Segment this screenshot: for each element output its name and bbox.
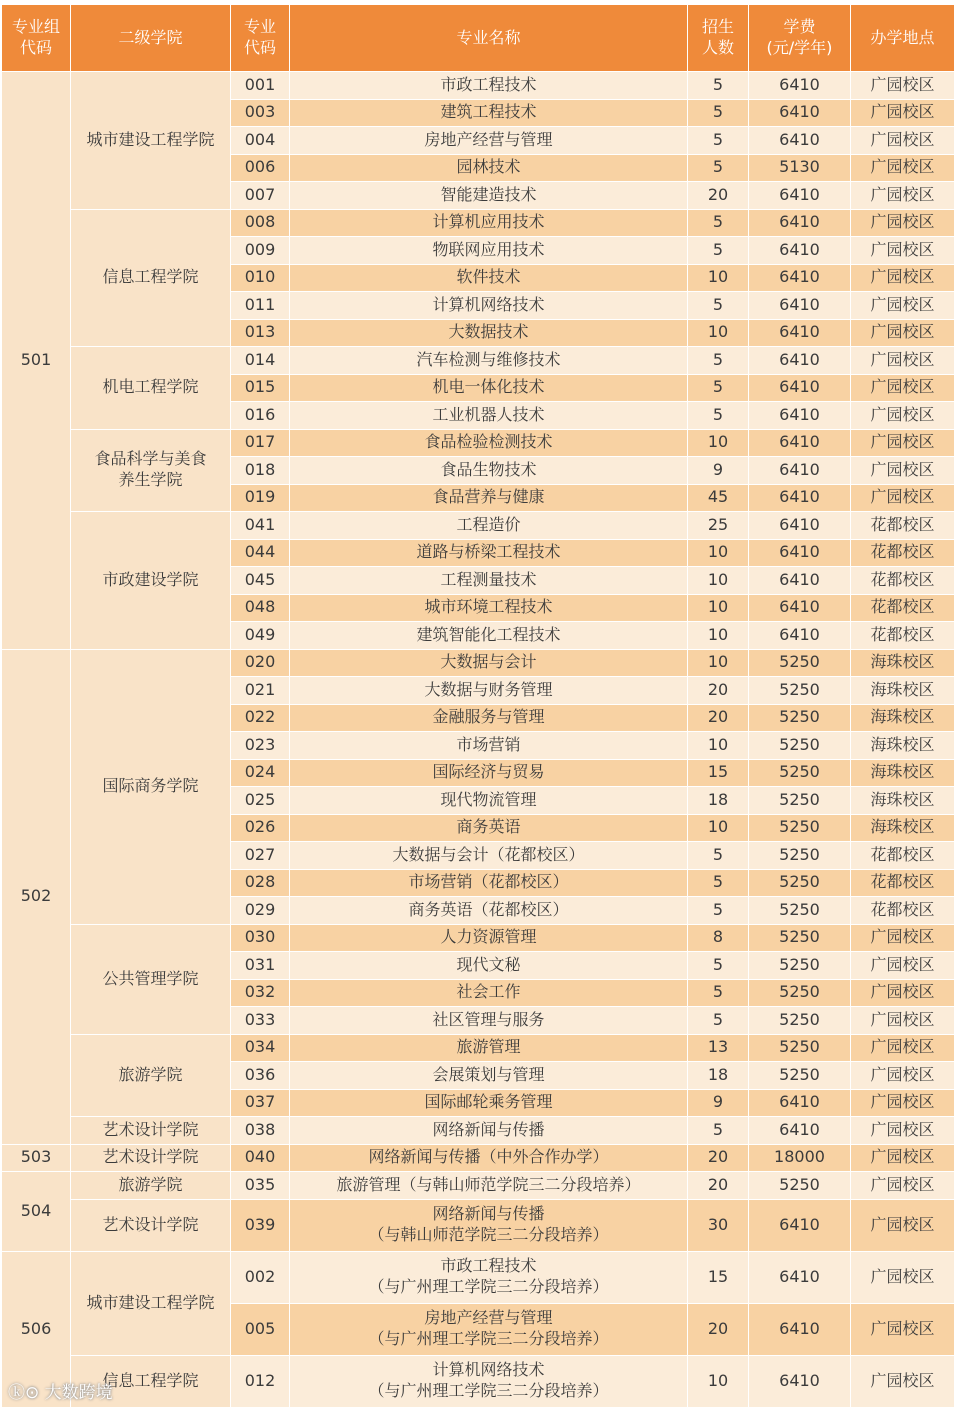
major-code-cell: 024 xyxy=(231,759,290,787)
major-code-cell: 044 xyxy=(231,539,290,567)
major-name-cell: 智能建造技术 xyxy=(290,182,688,210)
major-name-cell: 社区管理与服务 xyxy=(290,1007,688,1035)
major-code-cell: 049 xyxy=(231,622,290,650)
table-row xyxy=(2,1144,955,1172)
header-enrollment: 招生 人数 xyxy=(688,5,749,72)
major-name-cell: 建筑智能化工程技术 xyxy=(290,622,688,650)
tuition-cell: 6410 xyxy=(749,1199,851,1251)
enrollment-cell: 20 xyxy=(688,677,749,705)
tuition-cell: 6410 xyxy=(749,292,851,320)
tuition-cell: 6410 xyxy=(749,594,851,622)
major-name-cell: 工业机器人技术 xyxy=(290,402,688,430)
tuition-cell: 5250 xyxy=(749,787,851,815)
campus-cell: 广园校区 xyxy=(851,72,955,100)
campus-cell: 花都校区 xyxy=(851,897,955,925)
campus-cell: 花都校区 xyxy=(851,567,955,595)
major-name-cell: 金融服务与管理 xyxy=(290,704,688,732)
campus-cell: 海珠校区 xyxy=(851,649,955,677)
major-name-cell: 食品营养与健康 xyxy=(290,484,688,512)
tuition-cell: 5250 xyxy=(749,869,851,897)
enrollment-cell: 5 xyxy=(688,72,749,100)
tuition-cell: 6410 xyxy=(749,319,851,347)
tuition-cell: 6410 xyxy=(749,567,851,595)
enrollment-cell: 10 xyxy=(688,732,749,760)
group-code-cell: 502 xyxy=(2,649,71,1144)
major-name-cell: 食品检验检测技术 xyxy=(290,429,688,457)
tuition-cell: 5250 xyxy=(749,979,851,1007)
college-cell: 艺术设计学院 xyxy=(71,1117,231,1145)
major-name-cell: 社会工作 xyxy=(290,979,688,1007)
major-code-cell: 006 xyxy=(231,154,290,182)
major-name-cell: 国际经济与贸易 xyxy=(290,759,688,787)
tuition-cell: 6410 xyxy=(749,402,851,430)
tuition-cell: 6410 xyxy=(749,237,851,265)
tuition-cell: 6410 xyxy=(749,539,851,567)
watermark: ⓚ⊙ 大数跨境 xyxy=(8,1383,113,1403)
enrollment-cell: 5 xyxy=(688,99,749,127)
campus-cell: 广园校区 xyxy=(851,127,955,155)
campus-cell: 广园校区 xyxy=(851,1117,955,1145)
campus-cell: 广园校区 xyxy=(851,182,955,210)
major-code-cell: 027 xyxy=(231,842,290,870)
major-code-cell: 016 xyxy=(231,402,290,430)
enrollment-cell: 5 xyxy=(688,127,749,155)
table-row xyxy=(2,1251,955,1303)
college-cell: 信息工程学院 xyxy=(71,1355,231,1407)
enrollment-cell: 5 xyxy=(688,402,749,430)
enrollment-cell: 10 xyxy=(688,264,749,292)
major-name-cell: 软件技术 xyxy=(290,264,688,292)
enrollment-cell: 20 xyxy=(688,1172,749,1200)
enrollment-cell: 18 xyxy=(688,1062,749,1090)
enrollment-cell: 20 xyxy=(688,1144,749,1172)
enrollment-cell: 5 xyxy=(688,952,749,980)
major-code-cell: 017 xyxy=(231,429,290,457)
campus-cell: 花都校区 xyxy=(851,842,955,870)
table-row xyxy=(2,1355,955,1407)
major-name-cell: 市场营销（花都校区） xyxy=(290,869,688,897)
enrollment-cell: 15 xyxy=(688,1251,749,1303)
campus-cell: 广园校区 xyxy=(851,264,955,292)
campus-cell: 海珠校区 xyxy=(851,759,955,787)
enrollment-cell: 5 xyxy=(688,1117,749,1145)
campus-cell: 广园校区 xyxy=(851,952,955,980)
tuition-cell: 6410 xyxy=(749,347,851,375)
major-name-cell: 园林技术 xyxy=(290,154,688,182)
table-row xyxy=(2,924,955,952)
enrollment-cell: 10 xyxy=(688,1355,749,1407)
campus-cell: 海珠校区 xyxy=(851,814,955,842)
tuition-cell: 6410 xyxy=(749,1089,851,1117)
tuition-cell: 5250 xyxy=(749,677,851,705)
tuition-cell: 5250 xyxy=(749,759,851,787)
college-cell: 公共管理学院 xyxy=(71,924,231,1034)
tuition-cell: 6410 xyxy=(749,1251,851,1303)
major-code-cell: 020 xyxy=(231,649,290,677)
major-name-cell: 工程造价 xyxy=(290,512,688,540)
major-code-cell: 001 xyxy=(231,72,290,100)
table-row xyxy=(2,1117,955,1145)
campus-cell: 花都校区 xyxy=(851,869,955,897)
tuition-cell: 5250 xyxy=(749,1062,851,1090)
major-code-cell: 037 xyxy=(231,1089,290,1117)
major-name-cell: 工程测量技术 xyxy=(290,567,688,595)
table-row xyxy=(2,1172,955,1200)
campus-cell: 广园校区 xyxy=(851,1199,955,1251)
group-code-cell: 501 xyxy=(2,72,71,650)
major-code-cell: 012 xyxy=(231,1355,290,1407)
enrollment-cell: 5 xyxy=(688,842,749,870)
college-cell: 食品科学与美食 养生学院 xyxy=(71,429,231,512)
major-name-cell: 大数据与财务管理 xyxy=(290,677,688,705)
campus-cell: 广园校区 xyxy=(851,484,955,512)
header-tuition: 学费 (元/学年) xyxy=(749,5,851,72)
major-name-cell: 现代物流管理 xyxy=(290,787,688,815)
major-code-cell: 026 xyxy=(231,814,290,842)
group-code-cell: 504 xyxy=(2,1172,71,1252)
college-cell: 国际商务学院 xyxy=(71,649,231,924)
college-cell: 市政建设学院 xyxy=(71,512,231,650)
major-name-cell: 网络新闻与传播（中外合作办学） xyxy=(290,1144,688,1172)
college-cell: 信息工程学院 xyxy=(71,209,231,347)
enrollment-cell: 5 xyxy=(688,292,749,320)
campus-cell: 广园校区 xyxy=(851,374,955,402)
header-row xyxy=(2,5,955,72)
campus-cell: 海珠校区 xyxy=(851,787,955,815)
major-name-cell: 现代文秘 xyxy=(290,952,688,980)
table-row xyxy=(2,429,955,457)
tuition-cell: 5250 xyxy=(749,1172,851,1200)
campus-cell: 广园校区 xyxy=(851,924,955,952)
tuition-cell: 6410 xyxy=(749,264,851,292)
tuition-cell: 5250 xyxy=(749,924,851,952)
enrollment-cell: 10 xyxy=(688,567,749,595)
admission-table xyxy=(1,4,955,1408)
college-cell: 机电工程学院 xyxy=(71,347,231,430)
campus-cell: 海珠校区 xyxy=(851,677,955,705)
campus-cell: 广园校区 xyxy=(851,457,955,485)
college-cell: 城市建设工程学院 xyxy=(71,1251,231,1355)
enrollment-cell: 15 xyxy=(688,759,749,787)
table-row xyxy=(2,209,955,237)
enrollment-cell: 8 xyxy=(688,924,749,952)
major-name-cell: 市场营销 xyxy=(290,732,688,760)
campus-cell: 广园校区 xyxy=(851,1303,955,1355)
tuition-cell: 6410 xyxy=(749,72,851,100)
major-name-cell: 会展策划与管理 xyxy=(290,1062,688,1090)
major-name-cell: 网络新闻与传播 xyxy=(290,1117,688,1145)
major-code-cell: 025 xyxy=(231,787,290,815)
enrollment-cell: 20 xyxy=(688,1303,749,1355)
header-major-code: 专业 代码 xyxy=(231,5,290,72)
major-code-cell: 030 xyxy=(231,924,290,952)
major-name-cell: 计算机应用技术 xyxy=(290,209,688,237)
major-name-cell: 大数据与会计（花都校区） xyxy=(290,842,688,870)
major-code-cell: 032 xyxy=(231,979,290,1007)
tuition-cell: 6410 xyxy=(749,127,851,155)
watermark-logo-icon: ⓚ⊙ xyxy=(8,1383,45,1403)
campus-cell: 广园校区 xyxy=(851,209,955,237)
major-code-cell: 018 xyxy=(231,457,290,485)
tuition-cell: 5250 xyxy=(749,1034,851,1062)
major-code-cell: 003 xyxy=(231,99,290,127)
campus-cell: 广园校区 xyxy=(851,1007,955,1035)
major-code-cell: 041 xyxy=(231,512,290,540)
campus-cell: 广园校区 xyxy=(851,154,955,182)
major-name-cell: 汽车检测与维修技术 xyxy=(290,347,688,375)
major-code-cell: 009 xyxy=(231,237,290,265)
major-name-cell: 大数据与会计 xyxy=(290,649,688,677)
table-row xyxy=(2,649,955,677)
campus-cell: 花都校区 xyxy=(851,512,955,540)
major-name-cell: 人力资源管理 xyxy=(290,924,688,952)
major-code-cell: 021 xyxy=(231,677,290,705)
campus-cell: 广园校区 xyxy=(851,1144,955,1172)
tuition-cell: 6410 xyxy=(749,209,851,237)
major-code-cell: 036 xyxy=(231,1062,290,1090)
major-name-cell: 旅游管理（与韩山师范学院三二分段培养） xyxy=(290,1172,688,1200)
major-code-cell: 039 xyxy=(231,1199,290,1251)
tuition-cell: 5250 xyxy=(749,814,851,842)
tuition-cell: 5250 xyxy=(749,1007,851,1035)
tuition-cell: 6410 xyxy=(749,457,851,485)
enrollment-cell: 10 xyxy=(688,622,749,650)
enrollment-cell: 5 xyxy=(688,237,749,265)
major-code-cell: 038 xyxy=(231,1117,290,1145)
enrollment-cell: 18 xyxy=(688,787,749,815)
campus-cell: 广园校区 xyxy=(851,347,955,375)
header-group-code: 专业组 代码 xyxy=(2,5,71,72)
tuition-cell: 6410 xyxy=(749,512,851,540)
tuition-cell: 5130 xyxy=(749,154,851,182)
major-code-cell: 005 xyxy=(231,1303,290,1355)
tuition-cell: 6410 xyxy=(749,484,851,512)
major-code-cell: 033 xyxy=(231,1007,290,1035)
major-name-cell: 市政工程技术 （与广州理工学院三二分段培养） xyxy=(290,1251,688,1303)
enrollment-cell: 20 xyxy=(688,704,749,732)
campus-cell: 花都校区 xyxy=(851,622,955,650)
tuition-cell: 5250 xyxy=(749,649,851,677)
campus-cell: 广园校区 xyxy=(851,319,955,347)
major-code-cell: 019 xyxy=(231,484,290,512)
campus-cell: 广园校区 xyxy=(851,1089,955,1117)
header-campus: 办学地点 xyxy=(851,5,955,72)
campus-cell: 广园校区 xyxy=(851,979,955,1007)
college-cell: 艺术设计学院 xyxy=(71,1144,231,1172)
header-major-name: 专业名称 xyxy=(290,5,688,72)
major-code-cell: 045 xyxy=(231,567,290,595)
table-row xyxy=(2,1034,955,1062)
tuition-cell: 6410 xyxy=(749,99,851,127)
enrollment-cell: 25 xyxy=(688,512,749,540)
major-code-cell: 035 xyxy=(231,1172,290,1200)
major-code-cell: 040 xyxy=(231,1144,290,1172)
major-code-cell: 031 xyxy=(231,952,290,980)
major-name-cell: 市政工程技术 xyxy=(290,72,688,100)
college-cell: 旅游学院 xyxy=(71,1034,231,1117)
enrollment-cell: 10 xyxy=(688,594,749,622)
major-code-cell: 013 xyxy=(231,319,290,347)
enrollment-cell: 5 xyxy=(688,374,749,402)
college-cell: 艺术设计学院 xyxy=(71,1199,231,1251)
major-name-cell: 大数据技术 xyxy=(290,319,688,347)
college-cell: 旅游学院 xyxy=(71,1172,231,1200)
header-college: 二级学院 xyxy=(71,5,231,72)
major-name-cell: 网络新闻与传播 （与韩山师范学院三二分段培养） xyxy=(290,1199,688,1251)
enrollment-cell: 5 xyxy=(688,979,749,1007)
table-body xyxy=(2,72,955,1408)
table-row xyxy=(2,72,955,100)
major-code-cell: 010 xyxy=(231,264,290,292)
campus-cell: 广园校区 xyxy=(851,1034,955,1062)
major-code-cell: 008 xyxy=(231,209,290,237)
enrollment-cell: 30 xyxy=(688,1199,749,1251)
major-name-cell: 商务英语 xyxy=(290,814,688,842)
major-code-cell: 007 xyxy=(231,182,290,210)
college-cell: 城市建设工程学院 xyxy=(71,72,231,210)
campus-cell: 广园校区 xyxy=(851,292,955,320)
enrollment-cell: 10 xyxy=(688,539,749,567)
major-code-cell: 034 xyxy=(231,1034,290,1062)
enrollment-cell: 45 xyxy=(688,484,749,512)
major-code-cell: 015 xyxy=(231,374,290,402)
campus-cell: 广园校区 xyxy=(851,429,955,457)
enrollment-cell: 10 xyxy=(688,814,749,842)
tuition-cell: 5250 xyxy=(749,732,851,760)
enrollment-cell: 5 xyxy=(688,209,749,237)
major-name-cell: 计算机网络技术 （与广州理工学院三二分段培养） xyxy=(290,1355,688,1407)
major-name-cell: 旅游管理 xyxy=(290,1034,688,1062)
tuition-cell: 6410 xyxy=(749,1117,851,1145)
tuition-cell: 5250 xyxy=(749,704,851,732)
major-name-cell: 道路与桥梁工程技术 xyxy=(290,539,688,567)
enrollment-cell: 5 xyxy=(688,897,749,925)
campus-cell: 广园校区 xyxy=(851,1355,955,1407)
major-code-cell: 004 xyxy=(231,127,290,155)
campus-cell: 广园校区 xyxy=(851,1251,955,1303)
campus-cell: 花都校区 xyxy=(851,539,955,567)
table-row xyxy=(2,512,955,540)
tuition-cell: 5250 xyxy=(749,897,851,925)
enrollment-cell: 9 xyxy=(688,1089,749,1117)
major-code-cell: 022 xyxy=(231,704,290,732)
campus-cell: 广园校区 xyxy=(851,1172,955,1200)
campus-cell: 海珠校区 xyxy=(851,704,955,732)
major-code-cell: 011 xyxy=(231,292,290,320)
major-name-cell: 房地产经营与管理 xyxy=(290,127,688,155)
enrollment-cell: 13 xyxy=(688,1034,749,1062)
enrollment-cell: 9 xyxy=(688,457,749,485)
major-code-cell: 002 xyxy=(231,1251,290,1303)
major-name-cell: 计算机网络技术 xyxy=(290,292,688,320)
tuition-cell: 6410 xyxy=(749,182,851,210)
tuition-cell: 5250 xyxy=(749,842,851,870)
tuition-cell: 5250 xyxy=(749,952,851,980)
enrollment-cell: 10 xyxy=(688,649,749,677)
major-code-cell: 048 xyxy=(231,594,290,622)
enrollment-cell: 5 xyxy=(688,869,749,897)
major-code-cell: 023 xyxy=(231,732,290,760)
major-name-cell: 城市环境工程技术 xyxy=(290,594,688,622)
tuition-cell: 6410 xyxy=(749,1355,851,1407)
enrollment-cell: 5 xyxy=(688,347,749,375)
major-name-cell: 食品生物技术 xyxy=(290,457,688,485)
group-code-cell: 506 xyxy=(2,1251,71,1407)
enrollment-cell: 20 xyxy=(688,182,749,210)
tuition-cell: 6410 xyxy=(749,374,851,402)
group-code-cell: 503 xyxy=(2,1144,71,1172)
enrollment-cell: 10 xyxy=(688,319,749,347)
major-name-cell: 国际邮轮乘务管理 xyxy=(290,1089,688,1117)
tuition-cell: 6410 xyxy=(749,1303,851,1355)
campus-cell: 广园校区 xyxy=(851,99,955,127)
major-name-cell: 物联网应用技术 xyxy=(290,237,688,265)
tuition-cell: 18000 xyxy=(749,1144,851,1172)
tuition-cell: 6410 xyxy=(749,429,851,457)
major-code-cell: 014 xyxy=(231,347,290,375)
major-code-cell: 029 xyxy=(231,897,290,925)
table-row xyxy=(2,347,955,375)
campus-cell: 海珠校区 xyxy=(851,732,955,760)
campus-cell: 广园校区 xyxy=(851,237,955,265)
campus-cell: 花都校区 xyxy=(851,594,955,622)
major-name-cell: 房地产经营与管理 （与广州理工学院三二分段培养） xyxy=(290,1303,688,1355)
table-row xyxy=(2,1199,955,1251)
enrollment-cell: 10 xyxy=(688,429,749,457)
major-name-cell: 商务英语（花都校区） xyxy=(290,897,688,925)
enrollment-cell: 5 xyxy=(688,154,749,182)
enrollment-cell: 5 xyxy=(688,1007,749,1035)
campus-cell: 广园校区 xyxy=(851,1062,955,1090)
tuition-cell: 6410 xyxy=(749,622,851,650)
major-name-cell: 建筑工程技术 xyxy=(290,99,688,127)
campus-cell: 广园校区 xyxy=(851,402,955,430)
major-name-cell: 机电一体化技术 xyxy=(290,374,688,402)
major-code-cell: 028 xyxy=(231,869,290,897)
